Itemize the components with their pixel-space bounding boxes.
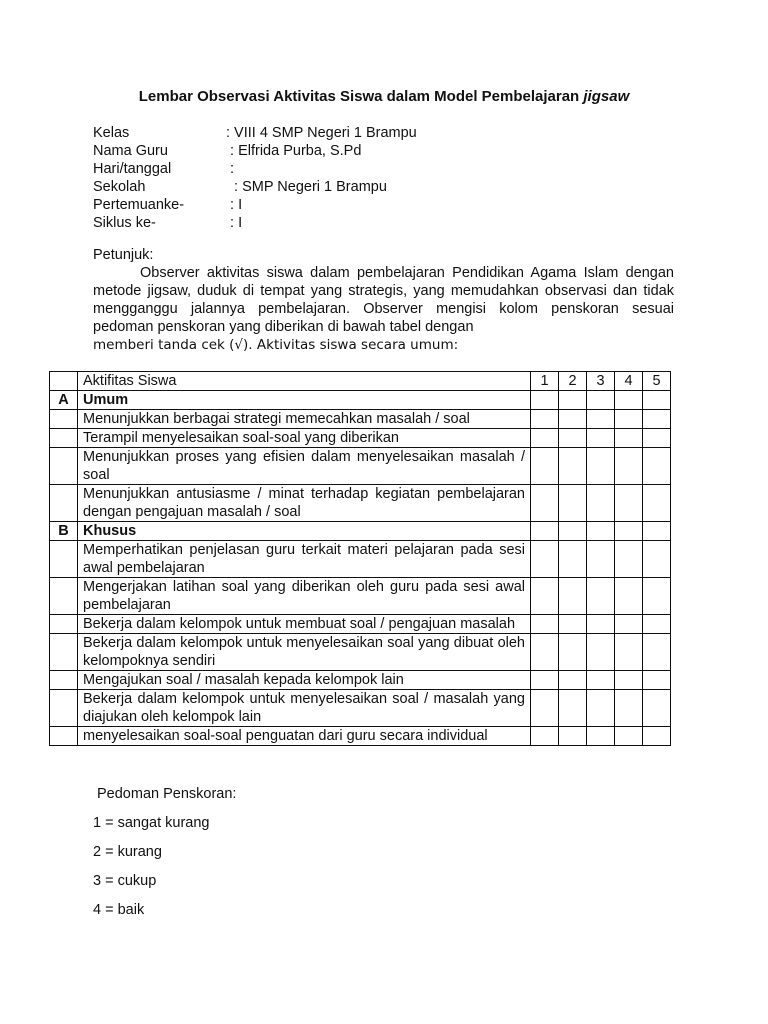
activity-cell: Terampil menyelesaikan soal-soal yang diberikan: [78, 429, 531, 448]
score-cell[interactable]: [615, 485, 643, 522]
score-cell[interactable]: [587, 690, 615, 727]
score-cell[interactable]: [531, 522, 559, 541]
score-cell[interactable]: [615, 634, 643, 671]
activity-cell: Bekerja dalam kelompok untuk membuat soal / pengajuan masalah: [78, 615, 531, 634]
row-letter-cell: [50, 429, 78, 448]
info-label: Hari/tanggal: [93, 161, 172, 177]
score-cell[interactable]: [559, 410, 587, 429]
score-cell[interactable]: [587, 634, 615, 671]
score-cell[interactable]: [559, 615, 587, 634]
scoring-guide-item: 3 = cukup: [93, 873, 157, 889]
header-letter-cell: [50, 372, 78, 391]
activity-cell: Menunjukkan antusiasme / minat terhadap kegiatan pembelajaran dengan pengajuan masalah / soal: [78, 485, 531, 522]
info-label: Pertemuanke-: [93, 197, 185, 213]
score-cell[interactable]: [643, 522, 671, 541]
activity-cell: Bekerja dalam kelompok untuk menyelesaikan soal yang dibuat oleh kelompoknya sendiri: [78, 634, 531, 671]
table-header-row: [50, 372, 671, 391]
score-cell[interactable]: [559, 541, 587, 578]
row-letter-cell: [50, 541, 78, 578]
score-cell[interactable]: [643, 448, 671, 485]
activity-cell: menyelesaikan soal-soal penguatan dari guru secara individual: [78, 727, 531, 746]
score-cell[interactable]: [643, 410, 671, 429]
score-cell[interactable]: [559, 634, 587, 671]
table-row: [50, 671, 671, 690]
activity-cell: Mengajukan soal / masalah kepada kelompok lain: [78, 671, 531, 690]
score-cell[interactable]: [559, 727, 587, 746]
score-cell[interactable]: [559, 429, 587, 448]
scoring-guide-item: 1 = sangat kurang: [93, 815, 210, 831]
score-cell[interactable]: [615, 448, 643, 485]
header-activity-cell: Aktifitas Siswa: [78, 372, 531, 391]
score-cell[interactable]: [559, 690, 587, 727]
section-row: [50, 391, 671, 410]
score-cell[interactable]: [643, 541, 671, 578]
table-row: [50, 690, 671, 727]
score-cell[interactable]: [587, 429, 615, 448]
score-cell[interactable]: [615, 391, 643, 410]
table-row: [50, 410, 671, 429]
row-letter-cell: [50, 615, 78, 634]
info-value: : VIII 4 SMP Negeri 1 Brampu: [226, 125, 417, 141]
score-cell[interactable]: [587, 615, 615, 634]
activity-cell: Menunjukkan berbagai strategi memecahkan masalah / soal: [78, 410, 531, 429]
score-cell[interactable]: [531, 578, 559, 615]
score-cell[interactable]: [531, 634, 559, 671]
table-row: [50, 727, 671, 746]
score-cell[interactable]: [531, 485, 559, 522]
score-cell[interactable]: [531, 615, 559, 634]
table-row: [50, 634, 671, 671]
instructions-last-line: memberi tanda cek (√). Aktivitas siswa secara umum:: [93, 337, 459, 353]
score-cell[interactable]: [615, 615, 643, 634]
activity-cell: Mengerjakan latihan soal yang diberikan oleh guru pada sesi awal pembelajaran: [78, 578, 531, 615]
score-cell[interactable]: [587, 541, 615, 578]
score-cell[interactable]: [643, 578, 671, 615]
observation-table: [49, 371, 671, 746]
row-letter-cell: [50, 485, 78, 522]
score-cell[interactable]: [559, 448, 587, 485]
score-cell[interactable]: [643, 727, 671, 746]
score-cell[interactable]: [559, 578, 587, 615]
section-letter-cell: B: [50, 522, 78, 541]
document-title: [0, 88, 768, 105]
score-header-cell: 2: [559, 372, 587, 391]
score-cell[interactable]: [615, 671, 643, 690]
row-letter-cell: [50, 671, 78, 690]
score-cell[interactable]: [559, 391, 587, 410]
title-italic-text: jigsaw: [583, 88, 630, 105]
info-row-pertemuan: [93, 196, 593, 214]
section-letter-cell: A: [50, 391, 78, 410]
score-cell[interactable]: [615, 410, 643, 429]
score-header-cell: 1: [531, 372, 559, 391]
table-row: [50, 578, 671, 615]
table-row: [50, 448, 671, 485]
score-header-cell: 4: [615, 372, 643, 391]
score-cell[interactable]: [531, 541, 559, 578]
title-text: Lembar Observasi Aktivitas Siswa dalam Model Pembelajaran: [138, 88, 584, 105]
score-cell[interactable]: [643, 615, 671, 634]
activity-cell: Bekerja dalam kelompok untuk menyelesaikan soal / masalah yang diajukan oleh kelompok lain: [78, 690, 531, 727]
identity-block: [93, 124, 593, 232]
instructions-heading: Petunjuk:: [93, 247, 154, 263]
instructions-body: Observer aktivitas siswa dalam pembelajaran Pendidikan Agama Islam dengan metode jigsaw, duduk di tempat yang strategis, yang memudahkan observasi dan tidak mengganggu jalannya pembelajaran. Observer mengisi kolom penskoran sesuai pedoman penskoran yang diberikan di bawah tabel dengan: [93, 265, 674, 335]
scoring-guide-item: 2 = kurang: [93, 844, 162, 860]
activity-cell: Memperhatikan penjelasan guru terkait materi pelajaran pada sesi awal pembelajaran: [78, 541, 531, 578]
row-letter-cell: [50, 448, 78, 485]
section-title-cell: Khusus: [78, 522, 531, 541]
score-cell[interactable]: [559, 522, 587, 541]
info-row-kelas: [93, 124, 593, 142]
score-cell[interactable]: [643, 391, 671, 410]
info-value: :: [226, 161, 235, 177]
info-label: Sekolah: [93, 179, 146, 195]
score-cell[interactable]: [559, 485, 587, 522]
score-cell[interactable]: [559, 671, 587, 690]
table-row: [50, 429, 671, 448]
score-cell[interactable]: [531, 410, 559, 429]
scoring-guide-item: 4 = baik: [93, 902, 145, 918]
info-label: Siklus ke-: [93, 215, 156, 231]
info-row-sekolah: [93, 178, 593, 196]
score-cell[interactable]: [615, 690, 643, 727]
scoring-guide-title: Pedoman Penskoran:: [97, 786, 237, 802]
score-cell[interactable]: [587, 578, 615, 615]
instructions-block: [93, 246, 674, 354]
section-title-cell: Umum: [78, 391, 531, 410]
score-header-cell: 5: [643, 372, 671, 391]
score-cell[interactable]: [587, 485, 615, 522]
row-letter-cell: [50, 410, 78, 429]
score-cell[interactable]: [643, 429, 671, 448]
score-cell[interactable]: [615, 522, 643, 541]
score-cell[interactable]: [587, 391, 615, 410]
info-value: : I: [226, 215, 243, 231]
score-header-cell: 3: [587, 372, 615, 391]
score-cell[interactable]: [615, 429, 643, 448]
score-cell[interactable]: [615, 578, 643, 615]
score-cell[interactable]: [531, 727, 559, 746]
info-row-nama-guru: [93, 142, 593, 160]
score-cell[interactable]: [531, 448, 559, 485]
table-row: [50, 485, 671, 522]
score-cell[interactable]: [587, 448, 615, 485]
section-row: [50, 522, 671, 541]
score-cell[interactable]: [587, 410, 615, 429]
score-cell[interactable]: [587, 727, 615, 746]
score-cell[interactable]: [531, 690, 559, 727]
row-letter-cell: [50, 690, 78, 727]
score-cell[interactable]: [615, 541, 643, 578]
score-cell[interactable]: [531, 429, 559, 448]
row-letter-cell: [50, 578, 78, 615]
score-cell[interactable]: [587, 522, 615, 541]
info-label: Nama Guru: [93, 143, 168, 159]
score-cell[interactable]: [643, 634, 671, 671]
activity-cell: Menunjukkan proses yang efisien dalam menyelesaikan masalah / soal: [78, 448, 531, 485]
info-value: : SMP Negeri 1 Brampu: [226, 179, 387, 195]
score-cell[interactable]: [587, 671, 615, 690]
table-row: [50, 615, 671, 634]
score-cell[interactable]: [531, 671, 559, 690]
row-letter-cell: [50, 634, 78, 671]
score-cell[interactable]: [643, 690, 671, 727]
info-value: : Elfrida Purba, S.Pd: [226, 143, 362, 159]
score-cell[interactable]: [615, 727, 643, 746]
info-row-siklus: [93, 214, 593, 232]
row-letter-cell: [50, 727, 78, 746]
score-cell[interactable]: [643, 485, 671, 522]
info-label: Kelas: [93, 125, 130, 141]
score-cell[interactable]: [531, 391, 559, 410]
info-value: : I: [226, 197, 243, 213]
info-row-hari-tanggal: [93, 160, 593, 178]
score-cell[interactable]: [643, 671, 671, 690]
table-row: [50, 541, 671, 578]
